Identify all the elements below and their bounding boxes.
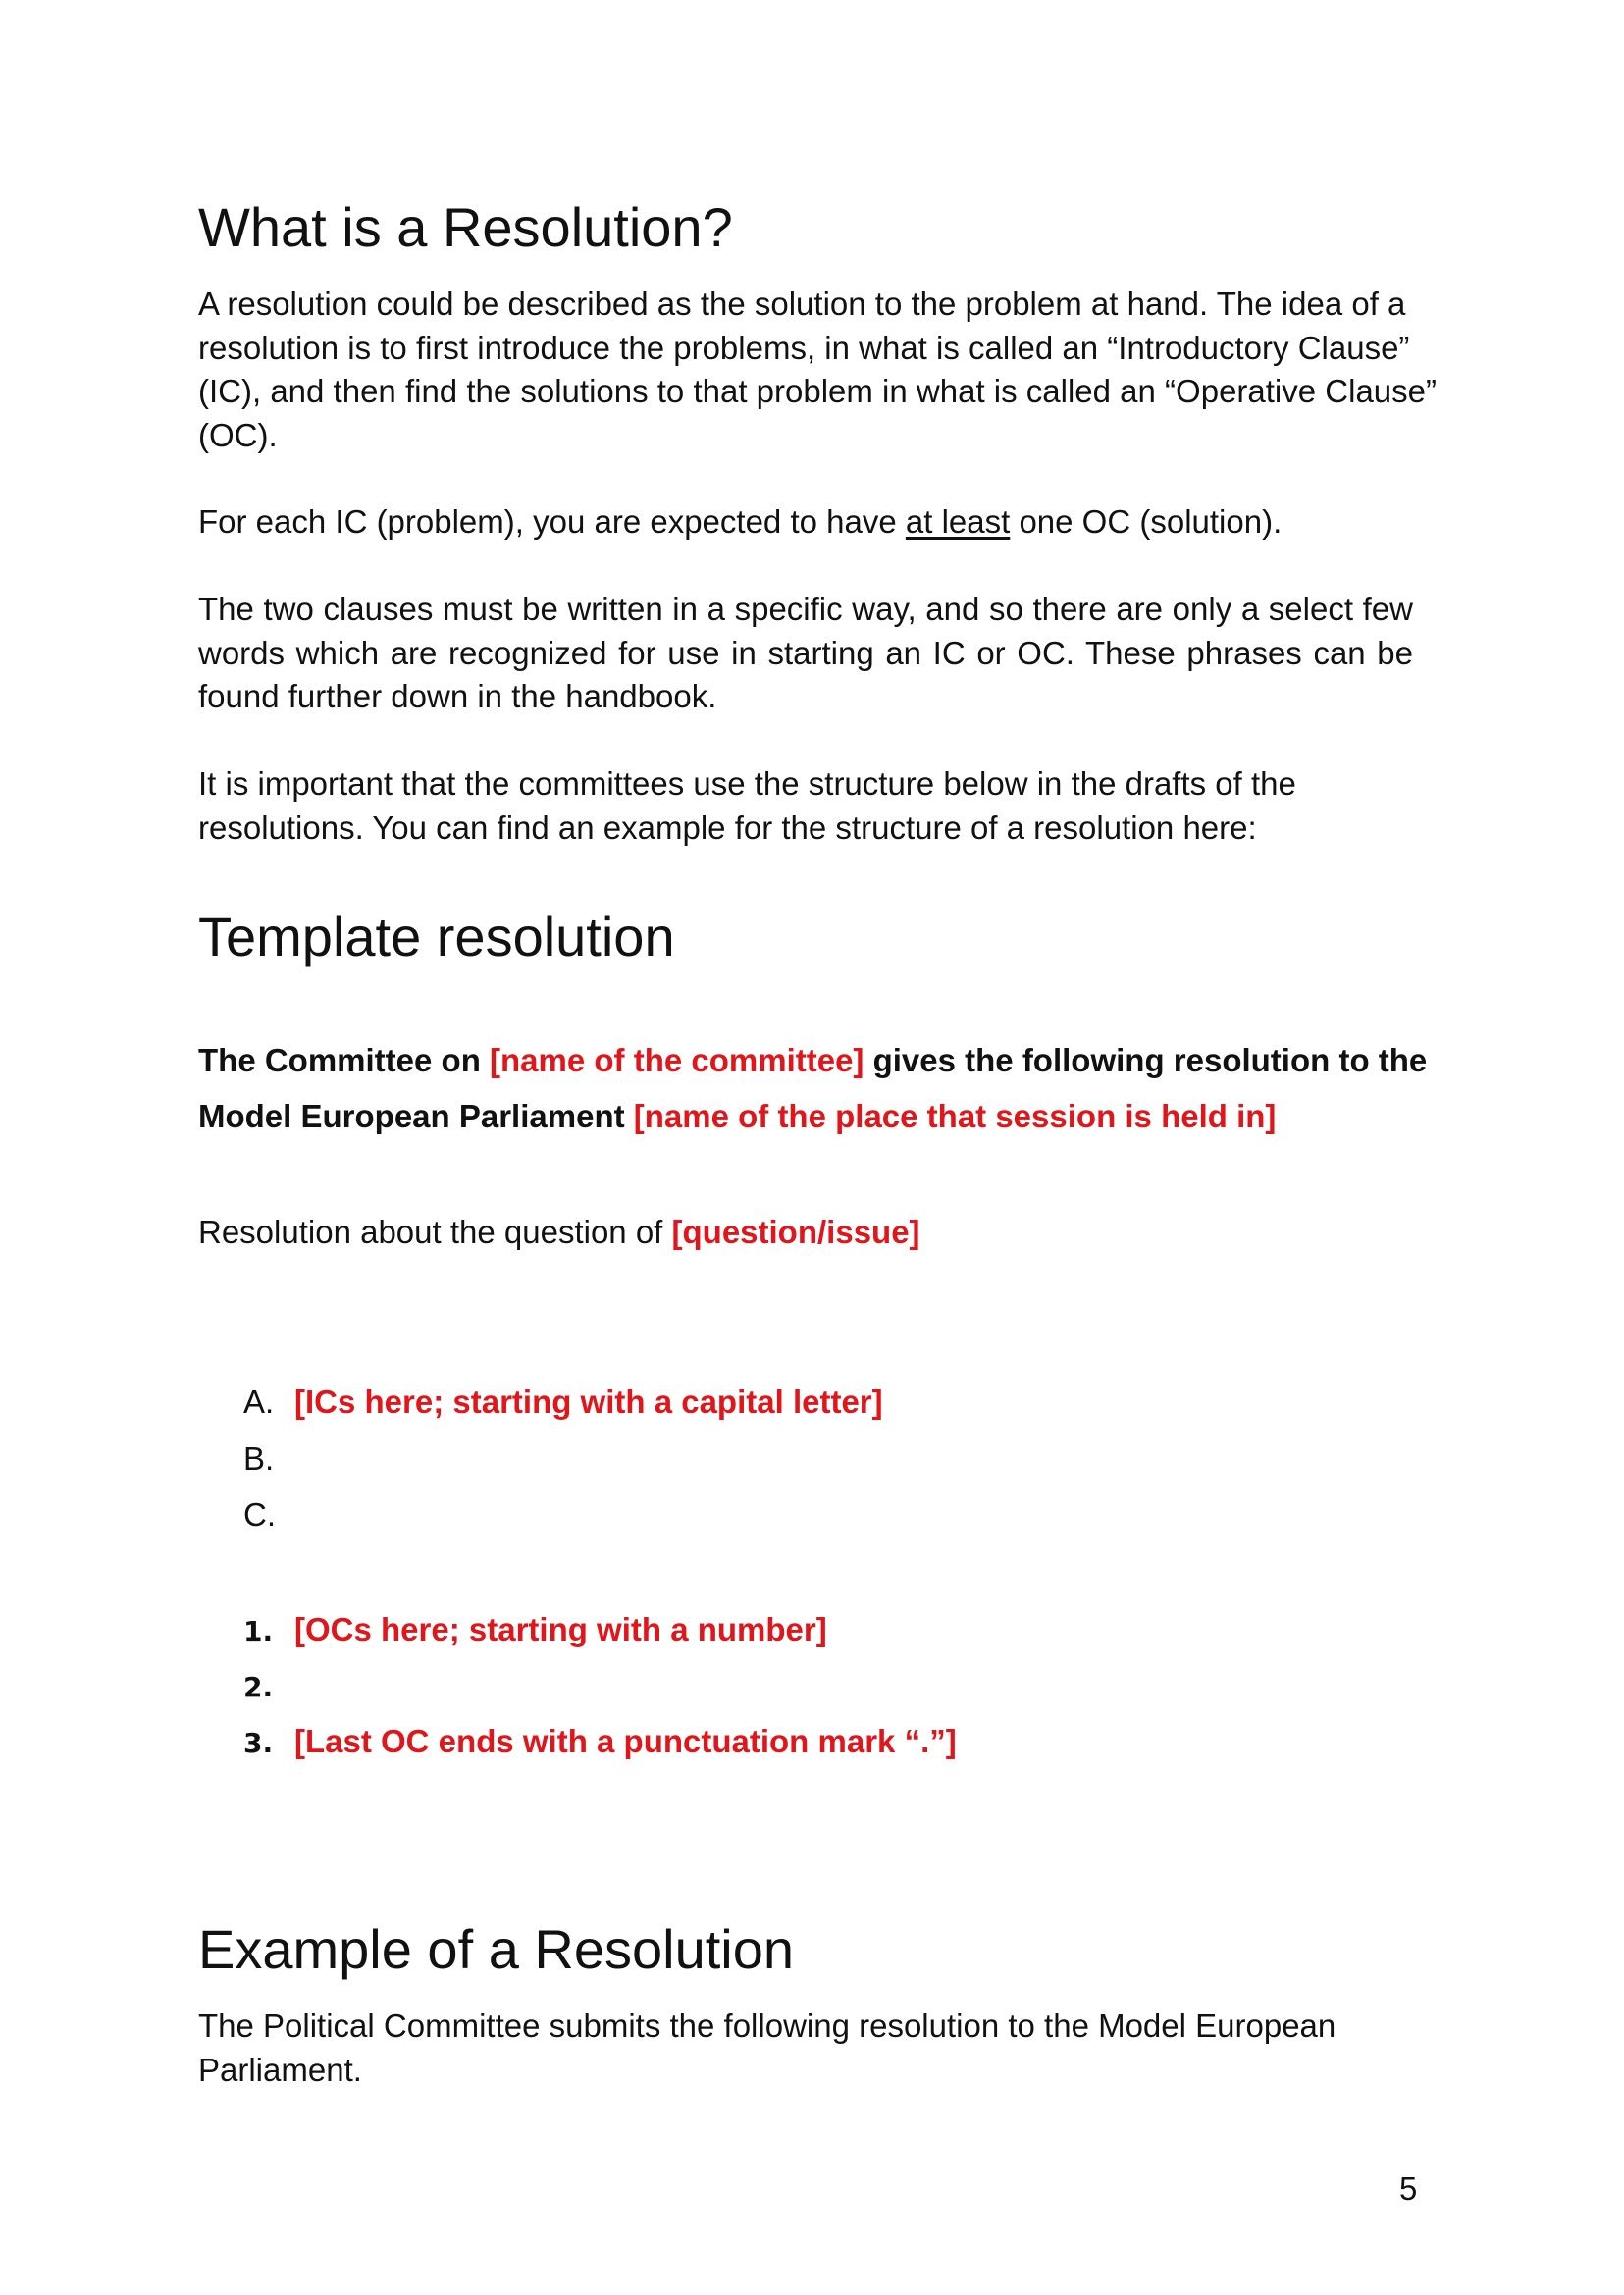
- p2-after: one OC (solution).: [1010, 503, 1283, 540]
- list-marker-1: 1.: [243, 1615, 274, 1647]
- placeholder-question-issue: [question/issue]: [671, 1214, 920, 1250]
- heading-example-resolution: Example of a Resolution: [198, 1918, 795, 1980]
- paragraph-definition: A resolution could be described as the solution to the problem at hand. The idea of a resolution is to first introduce the problems, in what is called an “Introductory Clause” (IC), and then find the solutions to that problem in what is called an “Operative Clause” (OC).: [198, 286, 1437, 453]
- template-intro-line-1: [198, 1032, 1427, 1088]
- template-intro-1c: gives the following resolution to the: [864, 1042, 1428, 1078]
- page-number: 5: [1399, 2170, 1418, 2207]
- paragraph-structure-note: It is important that the committees use the structure below in the drafts of the resolutions. You can find an example for the structure of a resolution here:: [198, 765, 1296, 846]
- list-item: [243, 1666, 294, 1707]
- p2-before: For each IC (problem), you are expected to have: [198, 503, 906, 540]
- list-item: [243, 1439, 294, 1479]
- template-question-line: [198, 1211, 920, 1254]
- list-marker-b: B.: [243, 1440, 275, 1477]
- placeholder-ocs: [OCs here; starting with a number]: [294, 1611, 827, 1647]
- paragraph-clause-wording: The two clauses must be written in a specific way, and so there are only a select few words which are recognized for use in starting an IC or OC. These phrases can be found further down in the handbook.: [198, 591, 1413, 714]
- list-marker-a: A.: [243, 1383, 275, 1420]
- list-item: [243, 1495, 294, 1535]
- list-item: [243, 1722, 957, 1763]
- list-item: [243, 1610, 827, 1651]
- p2-underlined-at-least: at least: [905, 503, 1011, 540]
- list-marker-c: C.: [243, 1496, 276, 1533]
- template-intro-1a: The Committee on: [198, 1042, 491, 1078]
- template-intro-line-2: [198, 1088, 1276, 1144]
- list-marker-3: 3.: [243, 1727, 274, 1759]
- heading-template-resolution: Template resolution: [198, 906, 675, 967]
- list-item: [243, 1382, 883, 1422]
- heading-what-is-resolution: What is a Resolution?: [198, 196, 733, 258]
- placeholder-session-place: [name of the place that session is held in]: [633, 1098, 1277, 1134]
- question-label: Resolution about the question of: [198, 1214, 672, 1250]
- placeholder-committee-name: [name of the committee]: [490, 1042, 864, 1078]
- placeholder-ics: [ICs here; starting with a capital letter]: [294, 1383, 883, 1420]
- placeholder-last-oc: [Last OC ends with a punctuation mark “.”]: [294, 1723, 957, 1759]
- paragraph-ic-oc-requirement: [198, 500, 1435, 545]
- paragraph-example-intro: The Political Committee submits the following resolution to the Model European Parliament.: [198, 2008, 1336, 2088]
- template-intro-2a: Model European Parliament: [198, 1098, 634, 1134]
- list-marker-2: 2.: [243, 1671, 274, 1703]
